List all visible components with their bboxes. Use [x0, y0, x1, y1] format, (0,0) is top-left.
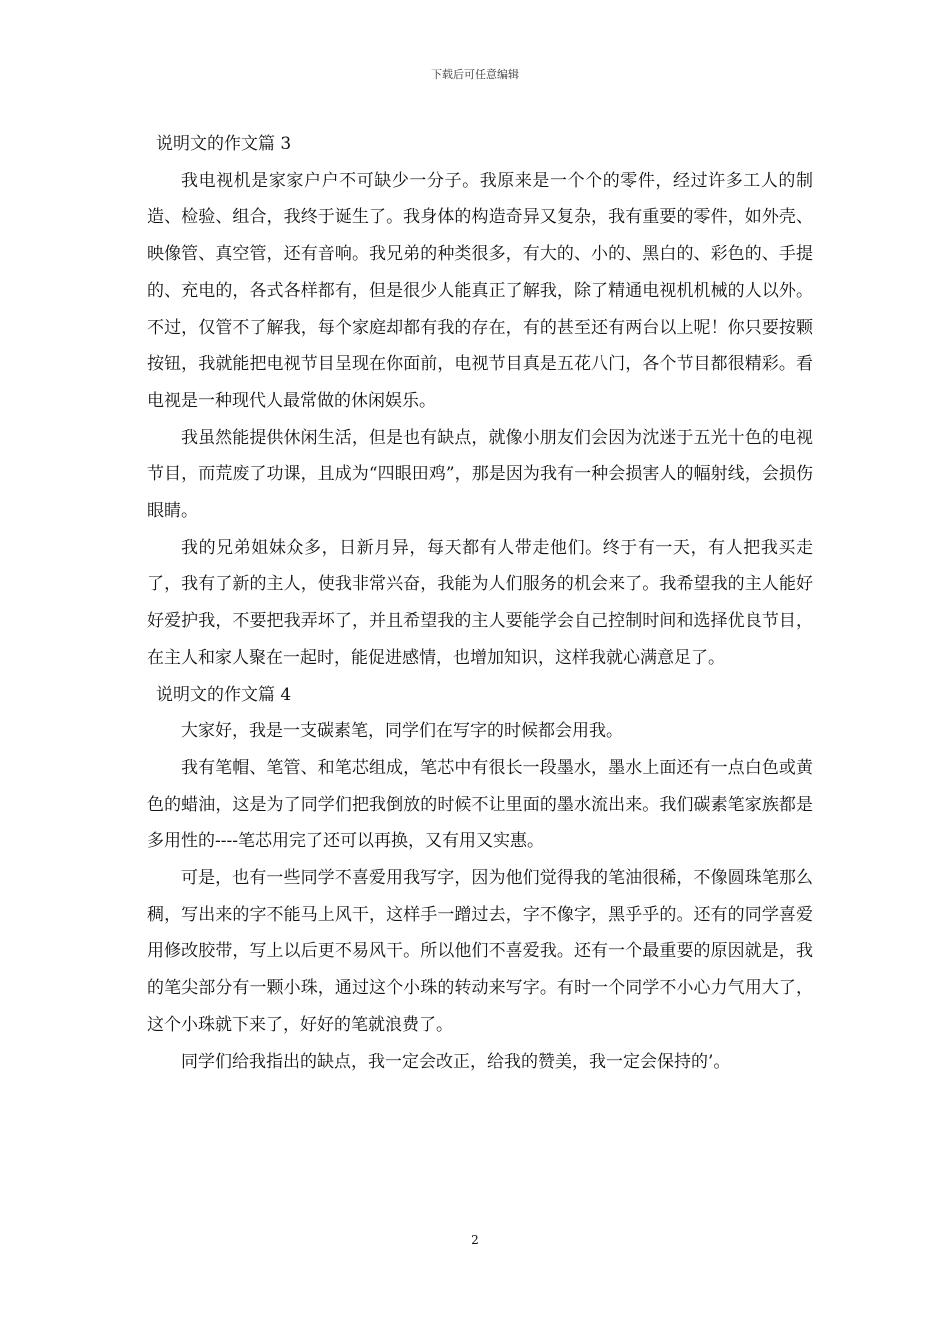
section-heading: 说明文的作文篇 3	[156, 134, 292, 154]
page-header: 下载后可任意编辑	[431, 68, 519, 81]
paragraph: 可是，也有一些同学不喜爱用我写字，因为他们觉得我的笔油很稀，不像圆珠笔那么稠，写出来的字不能马上风干，这样手一蹭过去，字不像字，黑乎乎的。还有的同学喜爱用修改胶带，写上以后更不易风干。所以他们不喜爱我。还有一个最重要的原因就是，我的笔尖部分有一颗小珠，通过这个小珠的转动来写字。有时一个同学不小心力气用大了，这个小珠就下来了，好好的笔就浪费了。	[147, 868, 813, 1035]
page-number: 2	[471, 1233, 479, 1247]
paragraph: 我的兄弟姐妹众多，日新月异，每天都有人带走他们。终于有一天，有人把我买走了，我有了新的主人，使我非常兴奋，我能为人们服务的机会来了。我希望我的主人能好好爱护我，不要把我弄坏了，并且希望我的主人要能学会自己控制时间和选择优良节目，在主人和家人聚在一起时，能促进感情，也增加知识，这样我就心满意足了。	[147, 537, 813, 668]
paragraph: 我电视机是家家户户不可缺少一分子。我原来是一个个的零件，经过许多工人的制造、检验、组合，我终于诞生了。我身体的构造奇异又复杂，我有重要的零件，如外壳、映像管、真空管，还有音响。我兄弟的种类很多，有大的、小的、黑白的、彩色的、手提的、充电的，各式各样都有，但是很少人能真正了解我，除了精通电视机机械的人以外。不过，仅管不了解我，每个家庭却都有我的存在，有的甚至还有两台以上呢！你只要按颗按钮，我就能把电视节目呈现在你面前，电视节目真是五花八门，各个节目都很精彩。看电视是一种现代人最常做的休闲娱乐。	[147, 170, 813, 411]
document-body	[147, 126, 813, 1080]
paragraph: 同学们给我指出的缺点，我一定会改正，给我的赞美，我一定会保持的’。	[181, 1051, 731, 1072]
paragraph: 我有笔帽、笔管、和笔芯组成，笔芯中有很长一段墨水，墨水上面还有一点白色或黄色的蜡油，这是为了同学们把我倒放的时候不让里面的墨水流出来。我们碳素笔家族都是多用性的----笔芯用完了还可以再换，又有用又实惠。	[147, 757, 813, 852]
section-heading: 说明文的作文篇 4	[156, 684, 292, 705]
paragraph: 大家好，我是一支碳素笔，同学们在写字的时候都会用我。	[181, 721, 623, 742]
paragraph: 我虽然能提供休闲生活，但是也有缺点，就像小朋友们会因为沈迷于五光十色的电视节目，而荒废了功课，且成为“四眼田鸡”，那是因为我有一种会损害人的幅射线，会损伤眼睛。	[147, 427, 813, 522]
